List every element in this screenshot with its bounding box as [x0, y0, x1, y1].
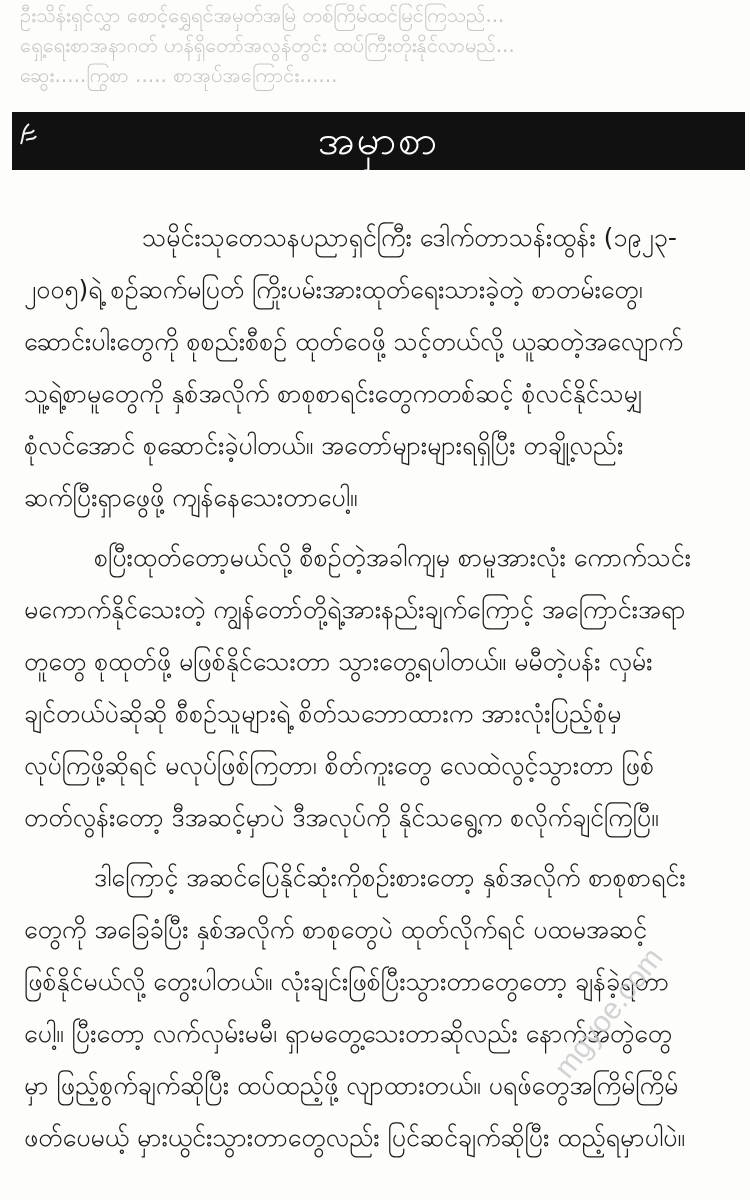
text-line: လုပ်ကြဖို့ဆိုရင် မလုပ်ဖြစ်ကြတာ၊ စိတ်ကူးတွေ လေထဲလွင့်သွားတာ ဖြစ်: [24, 751, 655, 780]
bleed-line: ဆွေး.....ကြွစာ ..... စာအုပ်အကြောင်း......: [20, 63, 338, 87]
text-line: တွေကို အခြေခံပြီး နှစ်အလိုက် စာစုတွေပဲ ထုတ်လိုက်ရင် ပထမအဆင့်: [24, 915, 647, 944]
floral-ornament-icon: [18, 120, 40, 146]
text-line: ဒါကြောင့် အဆင်ပြေနိုင်ဆုံးကိုစဉ်းစားတော့ နှစ်အလိုက် စာစုစာရင်း: [94, 863, 686, 892]
text-line: စုံလင်အောင် စုဆောင်းခဲ့ပါတယ်။ အတော်များများရရှိပြီး တချို့လည်း: [24, 431, 624, 460]
text-line: ပေါ့။ ပြီးတော့ လက်လှမ်းမမီ၊ ရှာမတွေ့သေးတာဆိုလည်း နောက်အတွဲတွေ: [24, 1019, 673, 1048]
chapter-title: အမှာစာ: [318, 118, 439, 164]
text-line: ဖြစ်နိုင်မယ်လို့ တွေးပါတယ်။ လုံးချင်းဖြစ်ပြီးသွားတာတွေတော့ ချန်ခဲ့ရတာ: [24, 967, 670, 996]
bleed-through-text: [20, 0, 720, 100]
text-line: ဆောင်းပါးတွေကို စုစည်းစီစဉ် ထုတ်ဝေဖို့ သင့်တယ်လို့ ယူဆတဲ့အလျောက်: [24, 327, 683, 356]
text-line: သူ့ရဲ့စာမူတွေကို နှစ်အလိုက် စာစုစာရင်းတွေကတစ်ဆင့် စုံလင်နိုင်သမျှ: [24, 379, 643, 408]
text-line: စပြီးထုတ်တော့မယ်လို့ စီစဉ်တဲ့အခါကျမှ စာမူအားလုံး ကောက်သင်း: [94, 543, 691, 572]
text-line: တတ်လွန်းတော့ ဒီအဆင့်မှာပဲ ဒီအလုပ်ကို နိုင်သရွေ့က စလိုက်ချင်ကြပြီ။: [24, 803, 659, 832]
text-line: မကောက်နိုင်သေးတဲ့ ကျွန်တော်တို့ရဲ့အားနည်းချက်ကြောင့် အကြောင်းအရာ: [24, 595, 686, 624]
chapter-heading-banner: [12, 112, 745, 170]
paragraph: [24, 532, 738, 844]
text-line: တူတွေ စုထုတ်ဖို့ မဖြစ်နိုင်သေးတာ သွားတွေ့ရပါတယ်။ မမီတဲ့ပန်း လှမ်း: [24, 647, 653, 676]
bleed-line: ဦးသိန်းရှင်လွှာ စောင့်ရွှေရင်အမှတ်အမြဲ တစ်ကြိမ်ထင်မြင်ကြသည်...: [20, 3, 505, 27]
paragraph: [24, 212, 738, 524]
text-line: ၂၀၀၅)ရဲ့ စဉ်ဆက်မပြတ် ကြိုးပမ်းအားထုတ်ရေးသားခဲ့တဲ့ စာတမ်းတွေ၊: [24, 275, 643, 304]
text-line: သမိုင်းသုတေသနပညာရှင်ကြီး ဒေါက်တာသန်းထွန်း (၁၉၂၃-: [142, 223, 677, 252]
bleed-line: ရှေ့ရေးစာအနာဂတ် ဟန်ရှိတော်အလွန်တွင်း ထပ်ကြီးတိုးနိုင်လာမည်...: [20, 33, 515, 57]
text-line: မှာ ဖြည့်စွက်ချက်ဆိုပြီး ထပ်ထည့်ဖို့ လျာထားတယ်။ ပရဖ်တွေအကြိမ်ကြိမ်: [24, 1071, 679, 1100]
text-line: ချင်တယ်ပဲဆိုဆို စီစဉ်သူများရဲ့ စိတ်သဘောထားက အားလုံးပြည့်စုံမှ: [24, 699, 622, 728]
site-watermark: mgyoe.com: [548, 941, 670, 1085]
text-line: ဆက်ပြီးရှာဖွေဖို့ ကျန်နေသေးတာပေါ့။: [24, 483, 358, 512]
text-line: ဖတ်ပေမယ့် မှားယွင်းသွားတာတွေလည်း ပြင်ဆင်ချက်ဆိုပြီး ထည့်ရမှာပါပဲ။: [24, 1123, 685, 1152]
